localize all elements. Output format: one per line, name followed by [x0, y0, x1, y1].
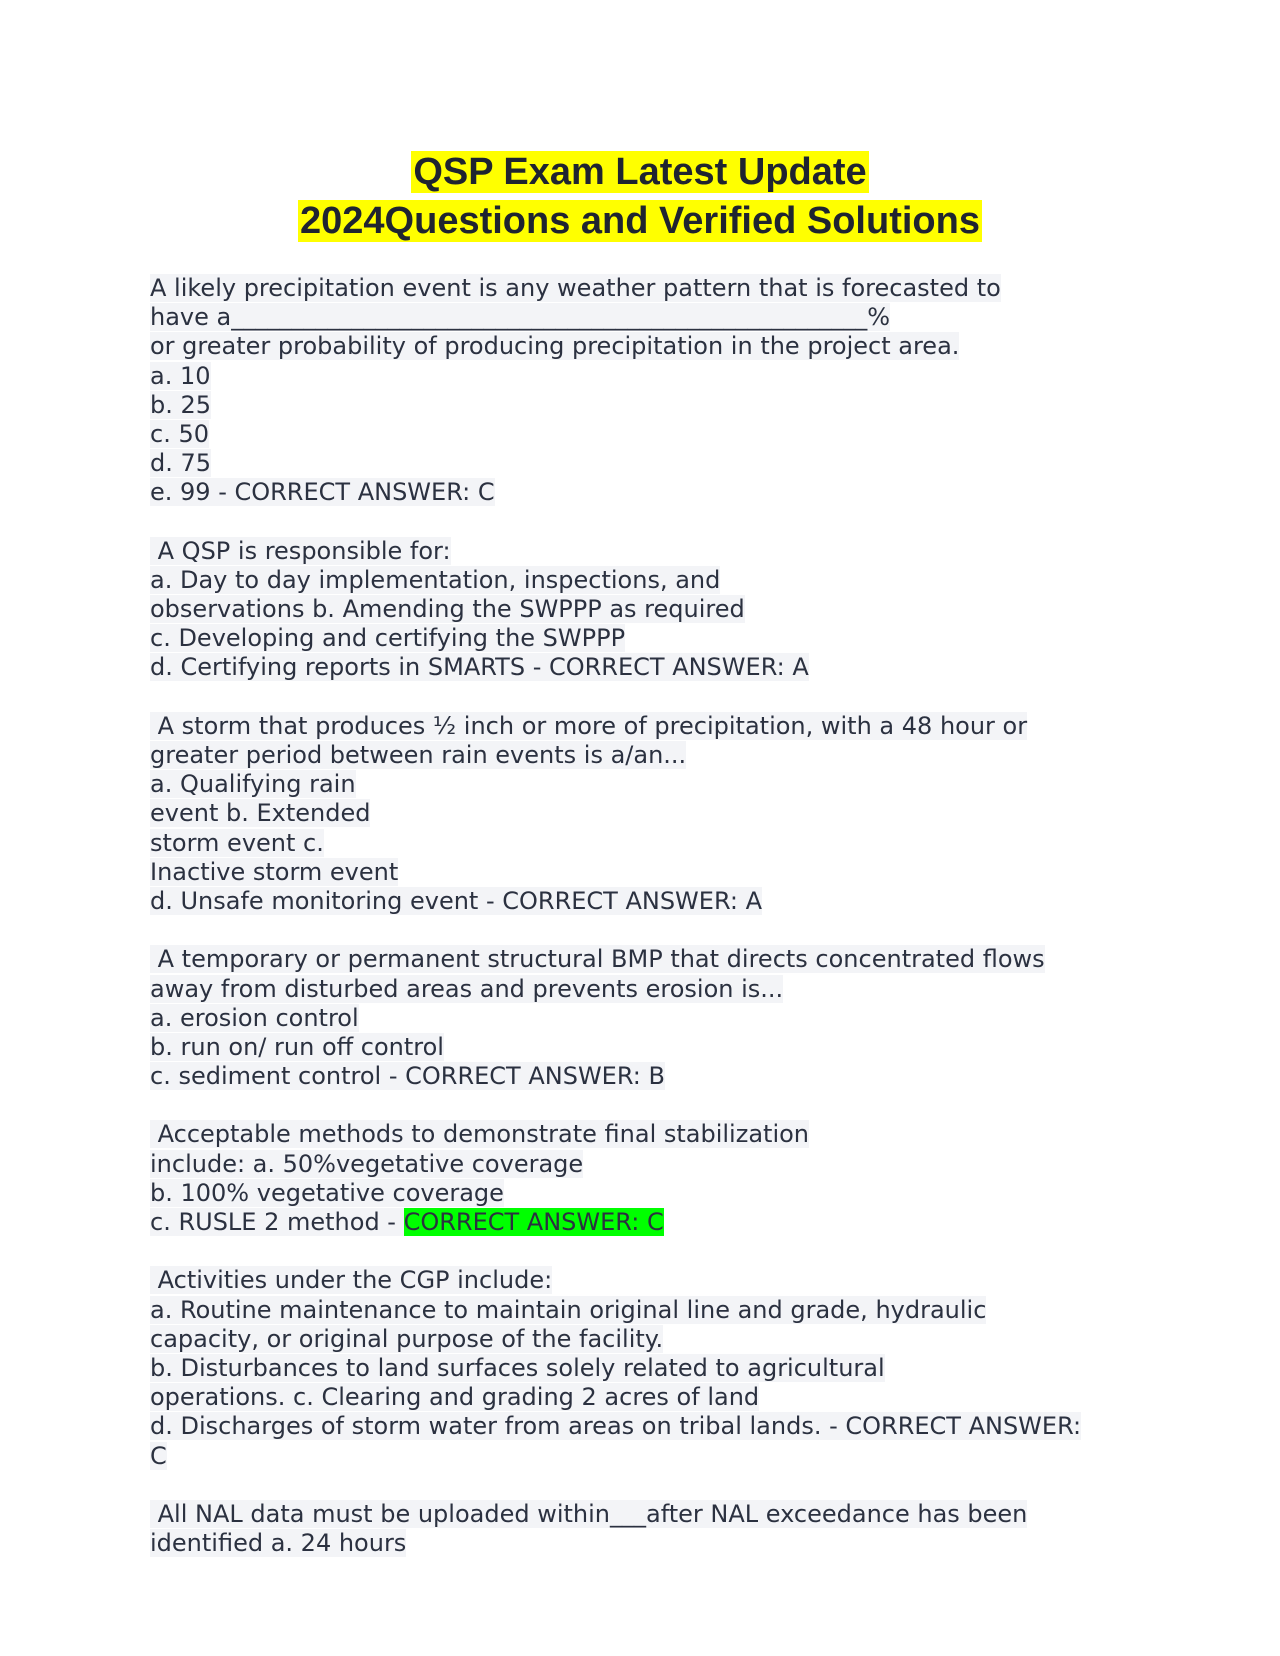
answer-option: a. 10: [150, 361, 211, 390]
answer-option: a. erosion control: [150, 1003, 359, 1032]
question-text: A QSP is responsible for:: [150, 536, 451, 565]
answer-option: b. 25: [150, 390, 212, 419]
answer-option: capacity, or original purpose of the facility.: [150, 1324, 664, 1353]
question-text: All NAL data must be uploaded within___after NAL exceedance has been: [150, 1499, 1028, 1528]
answer-option: observations b. Amending the SWPPP as required: [150, 595, 745, 624]
answer-option: b. run on/ run off control: [150, 1032, 444, 1061]
answer-option: a. Day to day implementation, inspections, and: [150, 565, 721, 594]
answer-option: d. 75: [150, 449, 212, 478]
question-5: [150, 1120, 1150, 1237]
answer-option: b. Disturbances to land surfaces solely related to agricultural: [150, 1353, 885, 1382]
question-6: [150, 1266, 1150, 1470]
question-text: Activities under the CGP include:: [150, 1266, 553, 1295]
question-text: greater period between rain events is a/an...: [150, 741, 687, 769]
answer-option-with-correct-answer: d. Unsafe monitoring event - CORRECT ANSWER: A: [150, 886, 763, 915]
question-text: away from disturbed areas and prevents erosion is...: [150, 974, 784, 1003]
answer-option: c. Developing and certifying the SWPPP: [150, 624, 626, 653]
answer-option-with-correct-answer: d. Certifying reports in SMARTS - CORRECT ANSWER: A: [150, 653, 809, 682]
answer-option: c. RUSLE 2 method -: [150, 1208, 404, 1236]
question-1: [150, 274, 1150, 508]
question-text: Acceptable methods to demonstrate final stabilization: [150, 1120, 810, 1149]
question-text: A likely precipitation event is any weather pattern that is forecasted to: [150, 274, 1001, 302]
question-text: A storm that produces ½ inch or more of precipitation, with a 48 hour or: [150, 711, 1028, 740]
title-line-1: QSP Exam Latest Update: [413, 151, 867, 193]
question-2: [150, 537, 1150, 683]
answer-option-with-correct-answer: e. 99 - CORRECT ANSWER: C: [150, 478, 495, 507]
answer-option: c. 50: [150, 419, 209, 448]
title-line-2: 2024Questions and Verified Solutions: [300, 200, 980, 242]
answer-option-with-correct-answer: c. sediment control - CORRECT ANSWER: B: [150, 1062, 665, 1091]
question-3: [150, 712, 1150, 916]
document-title: [0, 148, 1280, 246]
correct-answer-value: C: [150, 1441, 167, 1470]
answer-option-with-correct-answer: d. Discharges of storm water from areas on tribal lands. - CORRECT ANSWER:: [150, 1412, 1082, 1441]
document-body: [150, 274, 1150, 1558]
answer-option: storm event c.: [150, 828, 324, 857]
answer-option: event b. Extended: [150, 799, 371, 828]
answer-option: Inactive storm event: [150, 857, 399, 886]
answer-option: a. Routine maintenance to maintain original line and grade, hydraulic: [150, 1295, 987, 1324]
answer-option: b. 100% vegetative coverage: [150, 1178, 504, 1207]
correct-answer-highlight: CORRECT ANSWER: C: [403, 1208, 664, 1236]
answer-option: identified a. 24 hours: [150, 1529, 407, 1558]
question-text: have a_____________________________________________________%: [150, 303, 891, 332]
question-4: [150, 945, 1150, 1091]
answer-option: a. Qualifying rain: [150, 770, 356, 799]
question-text: or greater probability of producing precipitation in the project area.: [150, 332, 960, 361]
answer-option: include: a. 50%vegetative coverage: [150, 1149, 584, 1178]
answer-option: operations. c. Clearing and grading 2 acres of land: [150, 1383, 760, 1412]
question-7: [150, 1500, 1150, 1558]
question-text: A temporary or permanent structural BMP that directs concentrated flows: [150, 945, 1045, 974]
